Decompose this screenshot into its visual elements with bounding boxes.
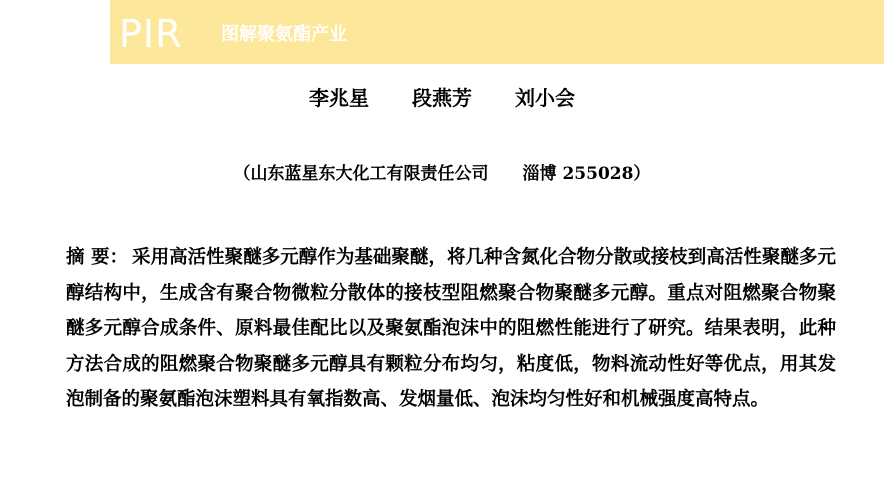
abstract-text: 采用高活性聚醚多元醇作为基础聚醚，将几种含氮化合物分散或接枝到高活性聚醚多元醇结构中，生成含有聚合物微粒分散体的接枝型阻燃聚合物聚醚多元醇。重点对阻燃聚合物聚醚多元醇合成条件、原料最佳配比以及聚氨酯泡沫中的阻燃性能进行了研究。结果表明，此种方法合成的阻燃聚合物聚醚多元醇具有颗粒分布均匀，粘度低，物料流动性好等优点，用其发泡制备的聚氨酯泡沫塑料具有氧指数高、发烟量低、泡沫均匀性好和机械强度高特点。 [66,247,836,410]
banner-title: 图解聚氨酯产业 [221,24,347,45]
author-name: 李兆星 [309,86,370,110]
abstract-label: 摘 要： [66,247,129,268]
abstract-paragraph [66,240,836,418]
author-name: 刘小会 [514,86,575,110]
logo: PIR [119,12,183,56]
affiliation: （山东蓝星东大化工有限责任公司 淄博 255028） [233,164,651,184]
author-name: 段燕芳 [412,86,472,110]
author-list [0,84,884,112]
